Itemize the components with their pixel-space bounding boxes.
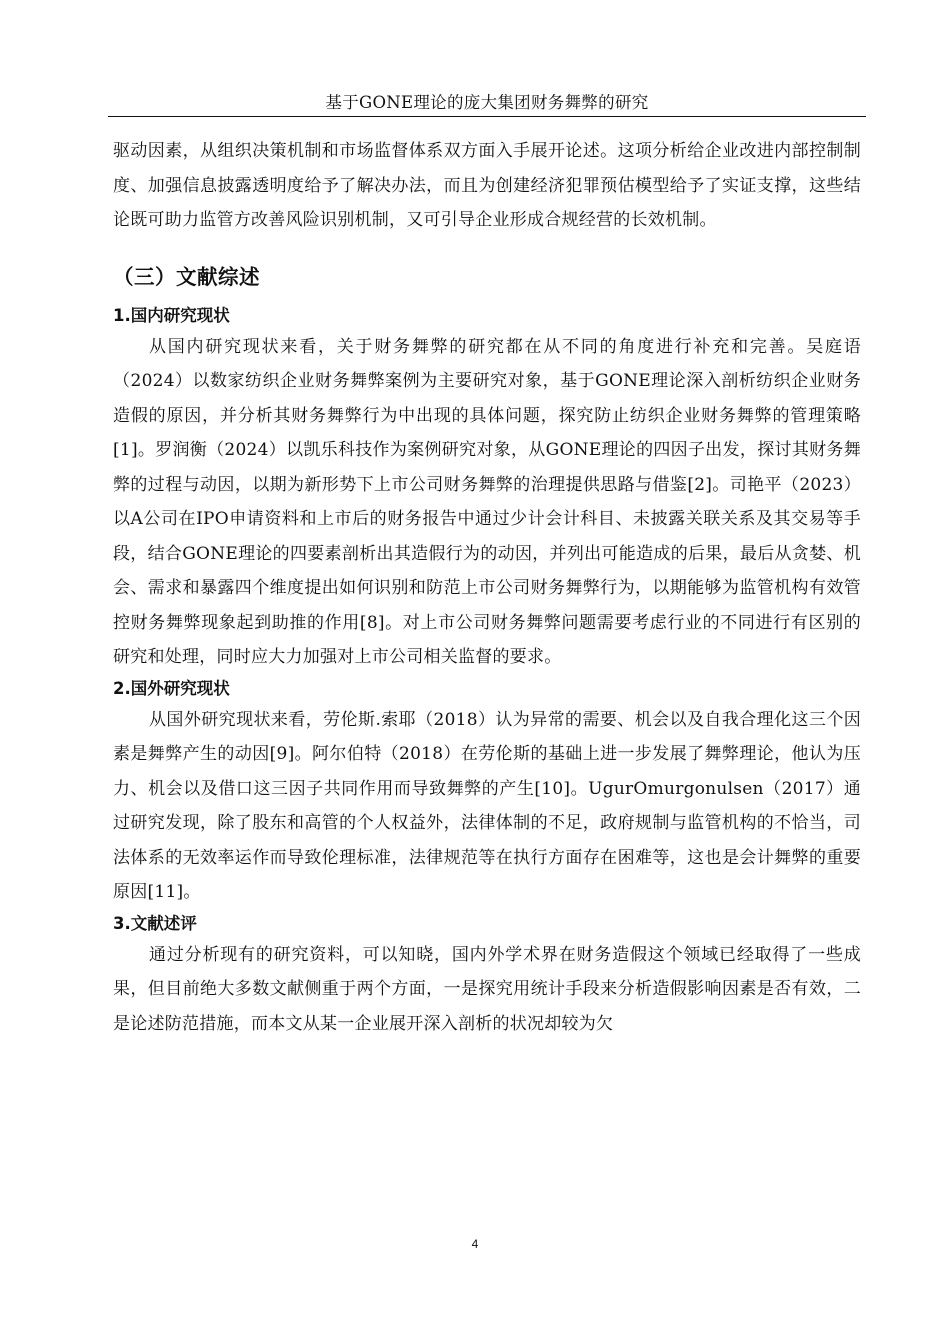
domestic-research-paragraph: 从国内研究现状来看，关于财务舞弊的研究都在从不同的角度进行补充和完善。吴庭语（2024）以数家纺织企业财务舞弊案例为主要研究对象，基于GONE理论深入剖析纺织企业财务造假的原因，并分析其财务舞弊行为中出现的具体问题，探究防止纺织企业财务舞弊的管理策略[1]。罗润衡（2024）以凯乐科技作为案例研究对象，从GONE理论的四因子出发，探讨其财务舞弊的过程与动因，以期为新形势下上市公司财务舞弊的治理提供思路与借鉴[2]。司艳平（2023）以A公司在IPO申请资料和上市后的财务报告中通过少计会计科目、未披露关联关系及其交易等手段，结合GONE理论的四要素剖析出其造假行为的动因，并列出可能造成的后果，最后从贪婪、机会、需求和暴露四个维度提出如何识别和防范上市公司财务舞弊行为，以期能够为监管机构有效管控财务舞弊现象起到助推的作用[8]。对上市公司财务舞弊问题需要考虑行业的不同进行有区别的研究和处理，同时应大力加强对上市公司相关监督的要求。: [113, 336, 861, 667]
foreign-research-paragraph: 从国外研究现状来看，劳伦斯.索耶（2018）认为异常的需要、机会以及自我合理化这三个因素是舞弊产生的动因[9]。阿尔伯特（2018）在劳伦斯的基础上进一步发展了舞弊理论，他认为压力、机会以及借口这三因子共同作用而导致舞弊的产生[10]。UgurOmurgonulsen（2017）通过研究发现，除了股东和高管的个人权益外，法律体制的不足，政府规制与监管机构的不恰当，司法体系的无效率运作而导致伦理标准，法律规范等在执行方面存在困难等，这也是会计舞弊的重要原因[11]。: [113, 709, 861, 902]
subheading-foreign-research: 2.国外研究现状: [113, 678, 230, 698]
page-number: 4: [471, 1237, 479, 1251]
intro-continuation-paragraph: 驱动因素，从组织决策机制和市场监督体系双方面入手展开论述。这项分析给企业改进内部控制制度、加强信息披露透明度给予了解决办法，而且为创建经济犯罪预估模型给予了实证支撑，这些结论既可助力监管方改善风险识别机制，又可引导企业形成合规经营的长效机制。: [113, 141, 861, 230]
running-header-title: 基于GONE理论的庞大集团财务舞弊的研究: [325, 93, 649, 112]
page-body: [113, 134, 861, 1041]
literature-commentary-paragraph: 通过分析现有的研究资料，可以知晓，国内外学术界在财务造假这个领域已经取得了一些成果，但目前绝大多数文献侧重于两个方面，一是探究用统计手段来分析造假影响因素是否有效，二是论述防范措施，而本文从某一企业展开深入剖析的状况却较为欠: [113, 944, 861, 1034]
subheading-literature-commentary: 3.文献述评: [113, 913, 197, 933]
header-divider: [108, 116, 866, 117]
subheading-domestic-research: 1.国内研究现状: [113, 305, 230, 325]
section-heading-literature-review: （三）文献综述: [113, 264, 260, 289]
